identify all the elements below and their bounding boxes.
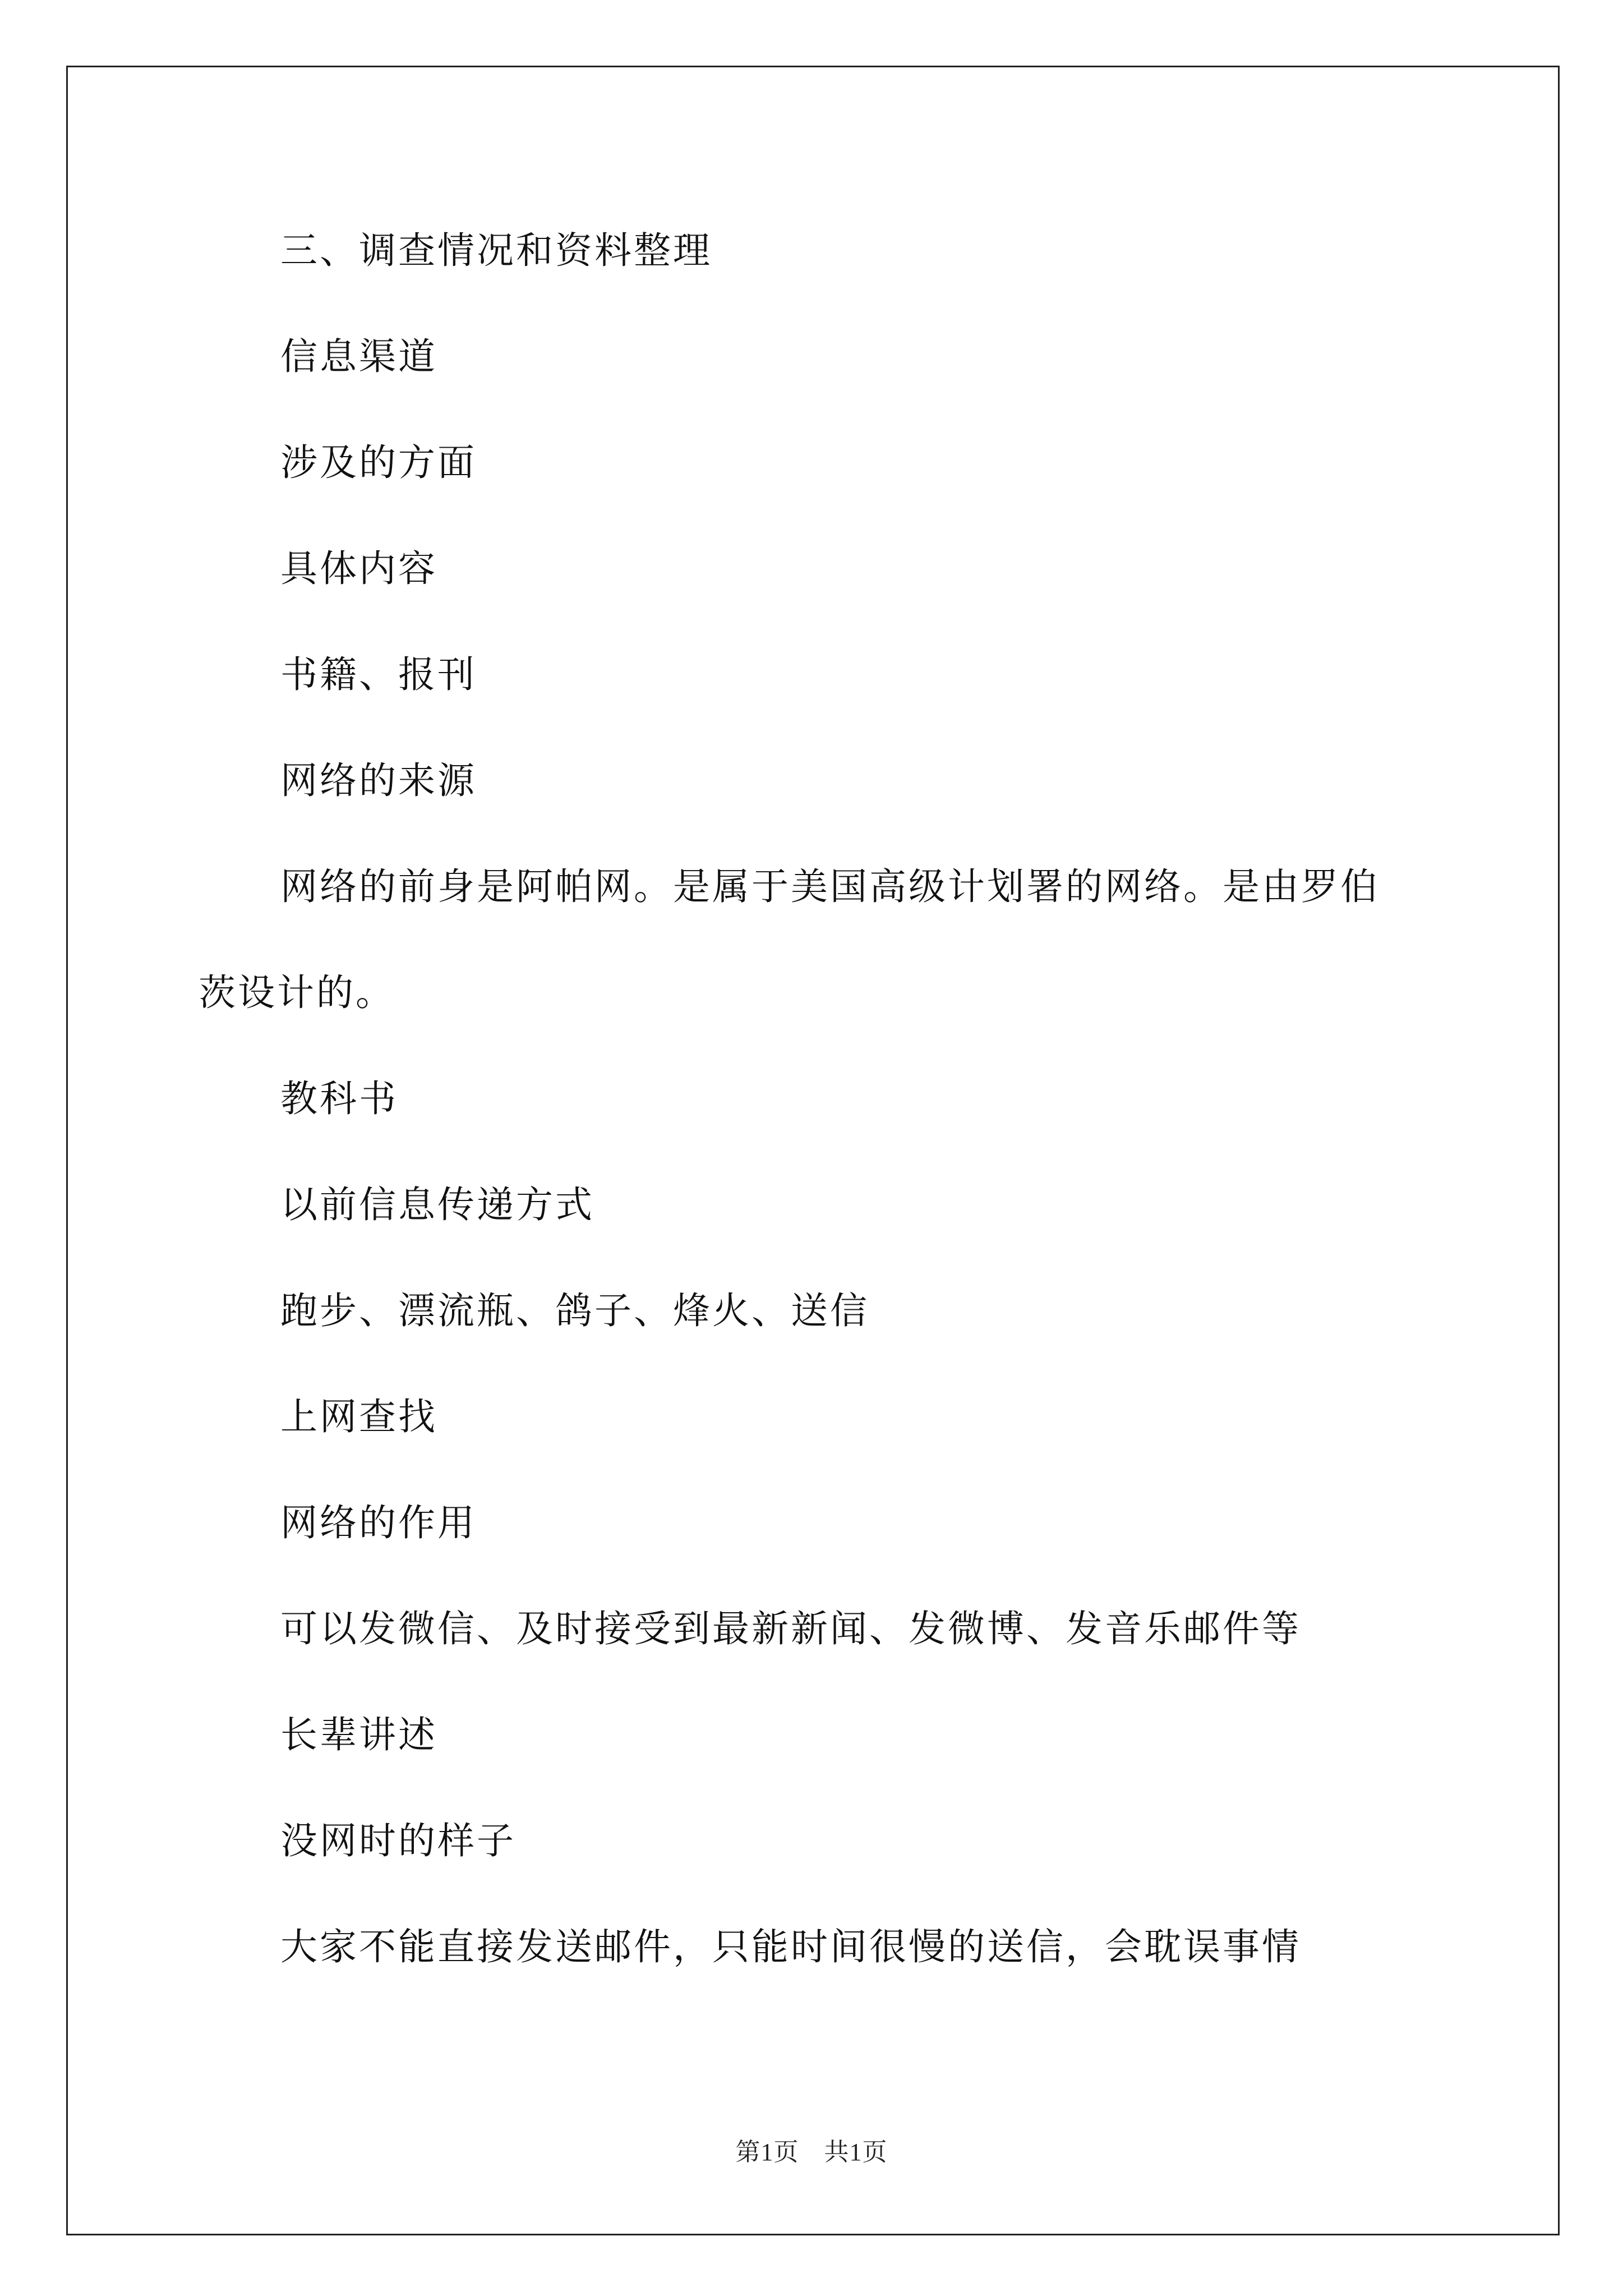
text-line: 没网时的样子 [280, 1819, 516, 1862]
text-line: 长辈讲述 [280, 1713, 437, 1756]
text-line: 涉及的方面 [280, 441, 477, 484]
text-line: 信息渠道 [280, 335, 437, 378]
text-line: 网络的作用 [280, 1501, 477, 1544]
section-heading: 三、调查情况和资料整理 [280, 229, 712, 272]
text-line: 以前信息传递方式 [280, 1183, 594, 1226]
paragraph-line: 网络的前身是阿帕网。是属于美国高级计划署的网络。是由罗伯 [280, 865, 1380, 908]
page-footer: 第1页 共1页 [735, 2138, 888, 2166]
text-line: 跑步、漂流瓶、鸽子、烽火、送信 [280, 1289, 869, 1332]
text-line: 大家不能直接发送邮件，只能时间很慢的送信，会耽误事情 [280, 1925, 1301, 1968]
text-line: 网络的来源 [280, 759, 477, 802]
text-line: 书籍、报刊 [280, 653, 477, 696]
text-line: 上网查找 [280, 1395, 437, 1438]
text-line: 可以发微信、及时接受到最新新闻、发微博、发音乐邮件等 [280, 1607, 1301, 1650]
text-line: 教科书 [280, 1077, 398, 1120]
paragraph-line-continued: 茨设计的。 [199, 971, 395, 1014]
text-line: 具体内容 [280, 547, 437, 590]
